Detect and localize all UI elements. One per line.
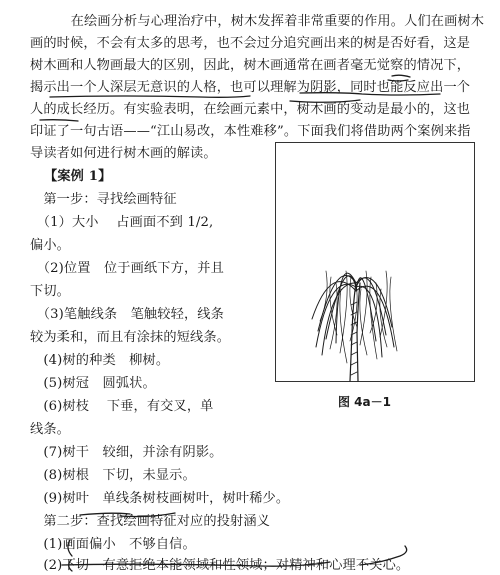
intro-line-1: 在绘画分析与心理治疗中，树木发挥着非常重要的作用。人们在画树木 <box>44 14 485 29</box>
underline-intro-4 <box>40 120 78 121</box>
step1-title: 第一步：寻找绘画特征 <box>30 192 177 207</box>
willow-strand-4 <box>340 289 347 363</box>
feature-line-7: (4)树的种类 柳树。 <box>30 353 170 368</box>
feature-line-5: （3)笔触线条 笔触较轻，线条 <box>30 307 224 322</box>
trunk-shading-1 <box>351 372 357 375</box>
willow-strand-1 <box>320 271 327 321</box>
intro-line-5: 人的成长经历。有实验表明，在绘画元素中，树木画的变动是最小的，这也 <box>30 102 471 117</box>
feature-line-2: 偏小。 <box>30 238 71 253</box>
case-title: 【案例 1】 <box>44 169 112 184</box>
intro-line-6: 印证了一句古语——“江山易改，本性难移”。下面我们将借助两个案例来指 <box>30 124 471 139</box>
meaning-line-2: (2)下切 有意拒绝本能领域和性领域；对精神和心理不关心。 <box>30 558 410 573</box>
trunk-shading-3 <box>351 352 357 355</box>
willow-strand-14 <box>390 277 397 351</box>
willow-tree-drawing <box>276 143 476 383</box>
feature-line-6: 较为柔和，而且有涂抹的短线条。 <box>30 330 231 345</box>
feature-line-13: (9)树叶 单线条树枝画树叶，树叶稀少。 <box>30 491 290 506</box>
feature-line-3: （2)位置 位于画纸下方，并且 <box>30 261 224 276</box>
feature-line-12: (8)树根 下切，未显示。 <box>30 468 196 483</box>
figure-caption: 图 4a－1 <box>338 395 391 409</box>
intro-line-4: 揭示出一个人深层无意识的人格，也可以理解为阴影，同时也能反应出一个 <box>30 80 471 95</box>
tree-trunk-left <box>350 283 356 381</box>
feature-line-9: (6)树枝 下垂，有交叉，单 <box>30 399 214 414</box>
feature-line-8: (5)树冠 圆弧状。 <box>30 376 156 391</box>
intro-line-7: 导读者如何进行树木画的解读。 <box>30 146 217 161</box>
meaning-line-1: (1)画面偏小 不够自信。 <box>30 537 196 552</box>
feature-line-1: （1）大小 占画面不到 1/2, <box>30 215 214 230</box>
step2-title: 第二步：查找绘画特征对应的投射涵义 <box>30 514 271 529</box>
feature-line-10: 线条。 <box>30 422 71 437</box>
tree-drawing-figure <box>275 142 475 382</box>
willow-branch-6 <box>312 282 356 319</box>
feature-line-11: (7)树干 较细，并涂有阴影。 <box>30 445 223 460</box>
willow-strand-8 <box>360 289 367 355</box>
stroke-mark-1 <box>392 75 410 77</box>
intro-line-2: 画的时候，不会有太多的思考，也不会过分追究画出来的树是否好看，这是 <box>30 36 471 51</box>
feature-line-4: 下切。 <box>30 284 71 299</box>
trunk-shading-2 <box>351 362 357 365</box>
intro-line-3: 树木画和人物画最大的区别，因此，树木画通常在画者毫无觉察的情况下， <box>30 58 471 73</box>
